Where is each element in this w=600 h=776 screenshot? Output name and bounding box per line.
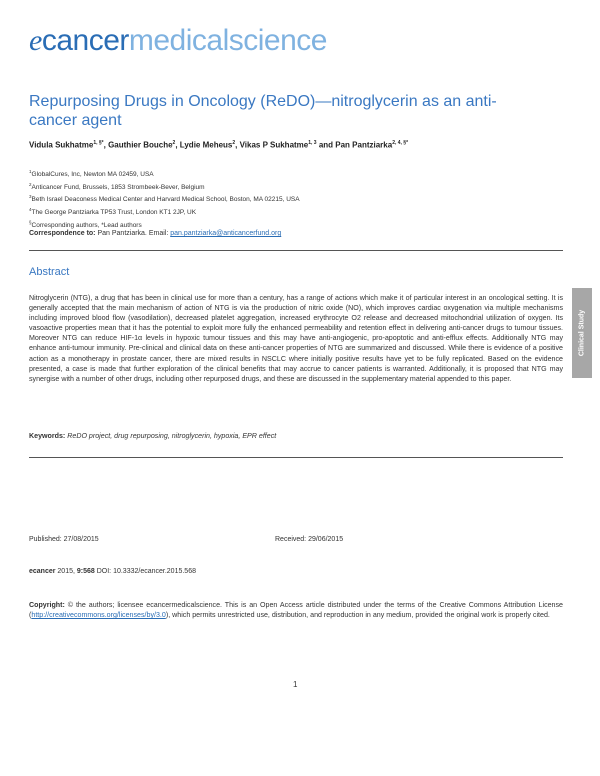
affiliation-text: Corresponding authors, *Lead authors	[31, 221, 142, 229]
citation-journal: ecancer	[29, 568, 56, 575]
affiliation	[29, 192, 300, 205]
correspondence	[29, 230, 281, 237]
author-sup: 2, 4, §*	[392, 140, 409, 146]
affiliation-num: §	[29, 219, 32, 225]
author-sup: 1, §*	[93, 140, 104, 146]
license-link[interactable]: http://creativecommons.org/licenses/by/3.0	[31, 611, 166, 620]
copyright-label: Copyright:	[29, 601, 65, 609]
affiliation-text: The George Pantziarka TP53 Trust, London KT1 2JP, UK	[31, 209, 197, 217]
copyright-notice	[29, 600, 563, 620]
keywords-text: ReDO project, drug repurposing, nitroglycerin, hypoxia, EPR effect	[67, 432, 277, 440]
citation	[29, 568, 196, 575]
journal-logo	[29, 26, 327, 56]
side-tab-label: Clinical Study	[578, 309, 586, 357]
author-list: Vidula Sukhatme$^{1, \S*}$, Gauthier Bouche$^2$, Lydie Meheus$^2$, Vikas P Sukhatme$^{1, 3}$ and Pan Pantziarka$^{2, 4, \S*}$	[29, 140, 409, 150]
citation-year: 2015,	[55, 568, 77, 575]
affiliation	[29, 205, 300, 218]
logo-e: e	[29, 24, 42, 57]
affiliation-num: 4	[29, 206, 32, 212]
author-sup: 2	[232, 140, 236, 146]
received-date: Received: 29/06/2015	[275, 536, 344, 543]
citation-doi: DOI: 10.3332/ecancer.2015.568	[94, 568, 196, 575]
correspondence-label: Correspondence to:	[29, 230, 96, 237]
divider	[29, 250, 563, 251]
author: Gauthier Bouche	[108, 140, 173, 150]
affiliation	[29, 167, 300, 180]
divider	[29, 457, 563, 458]
copyright-text: ), which permits unrestricted use, distribution, and reproduction in any medium, provided the original work is properly cited.	[165, 611, 550, 620]
author-sup: 1, 3	[308, 140, 317, 146]
copyright-text: © the authors; licensee ecancermedicalscience. This is an Open Access article distributed under the terms of the Creative Commons Attribution License (	[29, 601, 563, 620]
affiliation-num: 1	[29, 169, 32, 174]
affiliation	[29, 180, 300, 193]
citation-volume: 9:568	[76, 568, 95, 575]
author: Pan Pantziarka	[335, 140, 393, 150]
keywords	[29, 432, 276, 440]
correspondence-text: Pan Pantziarka. Email:	[95, 230, 171, 237]
published-date: Published: 27/08/2015	[29, 536, 99, 543]
affiliation-text: Anticancer Fund, Brussels, 1853 Strombeek-Bever, Belgium	[31, 183, 205, 191]
correspondence-email-link[interactable]: pan.pantziarka@anticancerfund.org	[170, 230, 282, 237]
keywords-label: Keywords:	[29, 432, 66, 440]
affiliation-text: Beth Israel Deaconess Medical Center and Harvard Medical School, Boston, MA 02215, USA	[31, 196, 300, 204]
affiliation	[29, 218, 300, 231]
logo-cancer: cancer	[41, 24, 129, 57]
abstract-heading: Abstract	[29, 266, 70, 278]
author: Vikas P Sukhatme	[239, 140, 309, 150]
affiliation-list	[29, 167, 300, 230]
author-sup: 2	[172, 140, 176, 146]
affiliation-num: 3	[29, 194, 32, 200]
author: Lydie Meheus	[179, 140, 233, 150]
side-tab	[572, 288, 592, 378]
logo-medicalscience: medicalscience	[128, 24, 327, 57]
author: Vidula Sukhatme	[29, 140, 94, 150]
page-number: 1	[293, 680, 298, 689]
article-title: Repurposing Drugs in Oncology (ReDO)—nitroglycerin as an anti-cancer agent	[29, 93, 497, 129]
affiliation-num: 2	[29, 181, 32, 187]
affiliation-text: GlobalCures, Inc, Newton MA 02459, USA	[31, 171, 154, 179]
abstract-text: Nitroglycerin (NTG), a drug that has been in clinical use for more than a century, has a range of actions which make it of particular interest in an oncological setting. It is generally accepted that the main mechanism of action of NTG is via the production of nitric oxide (NO), which improves cardiac oxygenation via multiple mechanisms including improved blood flow (vasodilation), decreased platelet aggregation, increased erythrocyte O2 release and decreased mitochondrial utilization of oxygen. Its vasoactive properties mean that it has the potential to exploit more fully the enhanced permeability and retention effect in delivering anti-cancer drugs to tumour tissues. Moreover NTG can reduce HIF-1α levels in hypoxic tumour tissues and this may have anti-angiogenic, pro-apoptotic and anti-efflux effects. Additionally NTG may enhance anti-tumour immunity. Pre-clinical and clinical data on these anti-cancer properties of NTG are summarized and discussed. While there is evidence of a positive action as a monotherapy in prostate cancer, there are mixed results in NSCLC where initially positive results have yet to be fully replicated. Based on the evidence presented, a case is made that further exploration of the clinical benefits that may accrue to cancer patients is warranted. Additionally, it is proposed that NTG may synergise with a number of other drugs, including other repurposed drugs, and these are discussed in the supplementary material appended to this paper.	[29, 294, 563, 383]
